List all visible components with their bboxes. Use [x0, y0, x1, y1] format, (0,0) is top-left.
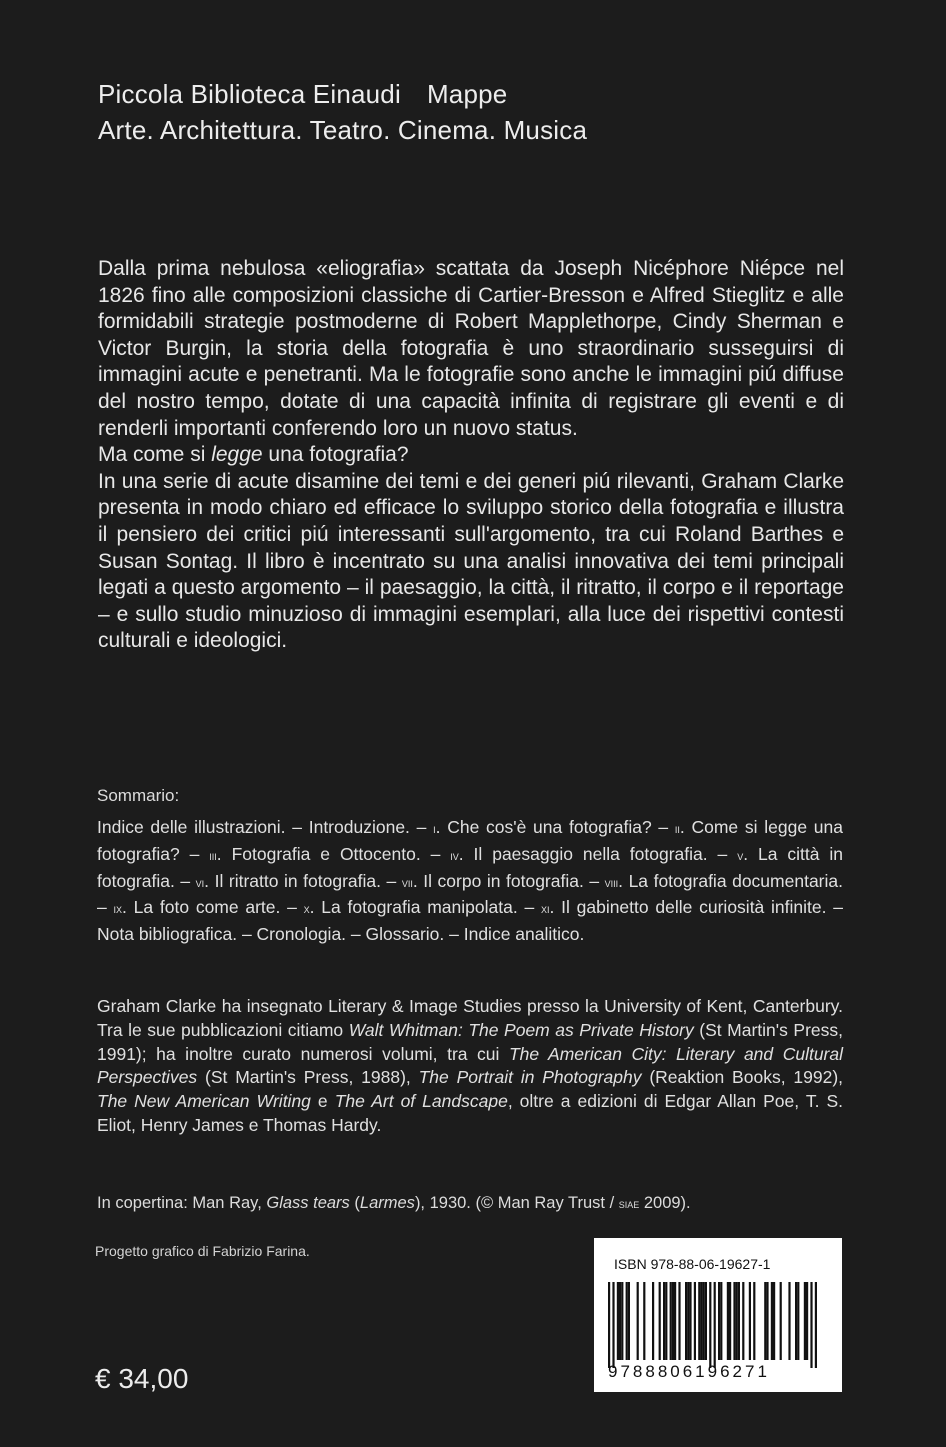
- series-name: Piccola Biblioteca Einaudi: [98, 79, 401, 109]
- barcode-bar: [795, 1282, 797, 1360]
- toc-chapter-number: v: [737, 847, 744, 863]
- blurb-paragraph-1: Dalla prima nebulosa «eliografia» scattata da Joseph Nicéphore Niépce nel 1826 fino alle composizioni classiche di Cartier-Bresson e Alfred Stieglitz e alle formidabili strategie postmoderne di Robert Mapplethorpe, Cindy Sherman e Victor Burgin, la storia della fotografia è uno straordinario susseguirsi di immagini acute e penetranti. Ma le fotografie sono anche le immagini piú diffuse del nostro tempo, dotate di una capacità infinita di registrare gli eventi e di renderli importanti conferendo loro un nuovo status.: [98, 257, 844, 440]
- barcode-bar: [815, 1282, 817, 1368]
- toc-chapter-title: . Che cos'è una fotografia? –: [435, 817, 675, 837]
- barcode-bar: [608, 1282, 610, 1368]
- series-line-1: [98, 76, 587, 112]
- barcode-bar: [672, 1282, 674, 1360]
- toc-chapter-title: . Il gabinetto delle curiosità infinite. –: [549, 897, 843, 918]
- barcode-bar: [687, 1282, 689, 1360]
- barcode-bar: [619, 1282, 621, 1360]
- barcode-bar: [749, 1282, 751, 1360]
- book-title: The Portrait in Photography: [418, 1067, 642, 1088]
- toc-chapter-title: . Il corpo in fotografia. –: [412, 870, 605, 891]
- book-title: The New American Writing: [97, 1091, 311, 1112]
- barcode-bar: [753, 1282, 755, 1360]
- design-credit: Progetto grafico di Fabrizio Farina.: [95, 1243, 310, 1259]
- toc-chapter-number: vi: [195, 874, 205, 890]
- barcode-bar: [665, 1282, 667, 1360]
- barcode-bar: [742, 1282, 744, 1360]
- barcode-bar: [806, 1282, 808, 1360]
- barcode-bar: [626, 1282, 628, 1360]
- barcode-bar: [628, 1282, 630, 1360]
- barcode-bar: [764, 1282, 766, 1360]
- toc-chapter-number: vii: [401, 874, 413, 890]
- ean-number: 9788806196271: [608, 1362, 770, 1381]
- blurb-paragraph-3: In una serie di acute disamine dei temi e dei generi piú rilevanti, Graham Clarke presenta in modo chiaro ed efficace lo sviluppo storico della fotografia e illustra il pensiero dei critici piú interessanti sull'argomento, tra cui Roland Barthes e Susan Sontag. Il libro è incentrato su una analisi innovativa dei temi principali legati a questo argomento – il paesaggio, la città, il ritratto, il corpo e il reportage – e sullo studio minuzioso di immagini esemplari, alla luce dei rispettivi contesti culturali e ideologici.: [98, 469, 844, 653]
- toc-chapter-title: . La fotografia manipolata. –: [309, 897, 541, 918]
- toc-chapter-number: ii: [674, 821, 680, 836]
- barcode-bar: [780, 1282, 782, 1360]
- barcode-bar: [718, 1282, 720, 1360]
- toc-chapter-number: iii: [209, 847, 217, 863]
- barcode-bar: [773, 1282, 775, 1360]
- barcode-bar: [729, 1282, 731, 1360]
- barcode-bar: [689, 1282, 691, 1360]
- barcode-bar: [637, 1282, 639, 1360]
- toc-chapter-number: xi: [540, 901, 550, 917]
- barcode-bar: [700, 1282, 702, 1360]
- barcode-bar: [663, 1282, 665, 1360]
- toc-body: [97, 815, 843, 947]
- toc-chapter-number: i: [433, 821, 436, 836]
- toc-chapter-title: . La foto come arte. –: [122, 897, 304, 918]
- toc-chapter-title: . Il paesaggio nella fotografia. –: [458, 843, 738, 864]
- toc-chapter-number: viii: [604, 874, 619, 890]
- barcode-bar: [766, 1282, 768, 1360]
- series-subname: Mappe: [426, 79, 508, 109]
- barcode-bar: [733, 1282, 735, 1360]
- barcode-bar: [714, 1282, 716, 1368]
- barcode-bar: [810, 1282, 812, 1368]
- barcode-bar: [797, 1282, 799, 1360]
- author-bio: Graham Clarke ha insegnato Literary & Image Studies presso la University of Kent, Canterbury. Tra le sue pubblicazioni citiamo Walt Whitman: The Poem as Private History (St Martin's Press, 1991); ha inoltre curato numerosi volumi, tra cui The American City: Literary and Cultural Perspectives (St Martin's Press, 1988), The Portrait in Photography (Reaktion Books, 1992), The New American Writing e The Art of Landscape, oltre a edizioni di Edgar Allan Poe, T. S. Eliot, Henry James e Thomas Hardy.: [97, 996, 844, 1135]
- toc-chapter-number: iv: [450, 847, 459, 863]
- book-title: The American City: Literary and Cultural Perspectives: [97, 1043, 843, 1088]
- cover-credit: In copertina: Man Ray, Glass tears (Larmes), 1930. (© Man Ray Trust / siae 2009).: [97, 1194, 691, 1212]
- barcode-bar: [705, 1282, 707, 1360]
- toc-outro: Nota bibliografica. – Cronologia. – Glossario. – Indice analitico.: [97, 924, 585, 945]
- barcode-bar: [674, 1282, 676, 1360]
- toc-chapter-title: . La città in fotografia. –: [97, 843, 843, 891]
- isbn-label: ISBN 978-88-06-19627-1: [614, 1256, 771, 1272]
- barcode-bar: [652, 1282, 654, 1360]
- toc-intro: Indice delle illustrazioni. – Introduzione. –: [97, 817, 434, 837]
- series-line-2: Arte. Architettura. Teatro. Cinema. Musica: [98, 115, 588, 145]
- barcode-bar: [698, 1282, 700, 1360]
- barcode-bar: [621, 1282, 623, 1360]
- book-title: Walt Whitman: The Poem as Private History: [348, 1019, 694, 1040]
- barcode-bar: [643, 1282, 645, 1360]
- toc-chapter-number: x: [303, 901, 310, 917]
- barcode-bar: [727, 1282, 729, 1360]
- toc-chapter-number: ix: [113, 901, 123, 917]
- barcode-bar: [720, 1282, 722, 1360]
- barcode-bar: [670, 1282, 672, 1360]
- blurb: [98, 256, 844, 655]
- blurb-paragraph-2: Ma come si legge una fotografia?: [98, 443, 409, 467]
- toc-chapter-title: . Il ritratto in fotografia. –: [204, 870, 402, 891]
- barcode-bar: [612, 1282, 614, 1368]
- book-title: The Art of Landscape: [334, 1091, 508, 1112]
- barcode-bar: [685, 1282, 687, 1360]
- barcode-bar: [709, 1282, 711, 1368]
- barcode-bar: [678, 1282, 680, 1360]
- toc-chapter-title: . Come si legge una fotografia? –: [97, 817, 843, 864]
- barcode-bar: [804, 1282, 806, 1360]
- series-info: [98, 76, 587, 148]
- price: € 34,00: [95, 1363, 189, 1394]
- barcode-bar: [771, 1282, 773, 1360]
- toc-chapter-title: . La fotografia documentaria. –: [97, 870, 843, 918]
- barcode-bar: [788, 1282, 790, 1360]
- barcode-bar: [659, 1282, 661, 1360]
- barcode-bar: [736, 1282, 738, 1360]
- barcode: [594, 1238, 842, 1392]
- barcode-bar: [738, 1282, 740, 1360]
- toc-chapter-title: . Fotografia e Ottocento. –: [216, 843, 451, 864]
- barcode-bar: [617, 1282, 619, 1360]
- toc-heading: Sommario:: [97, 786, 180, 805]
- barcode-bar: [694, 1282, 696, 1360]
- barcode-bar: [703, 1282, 705, 1360]
